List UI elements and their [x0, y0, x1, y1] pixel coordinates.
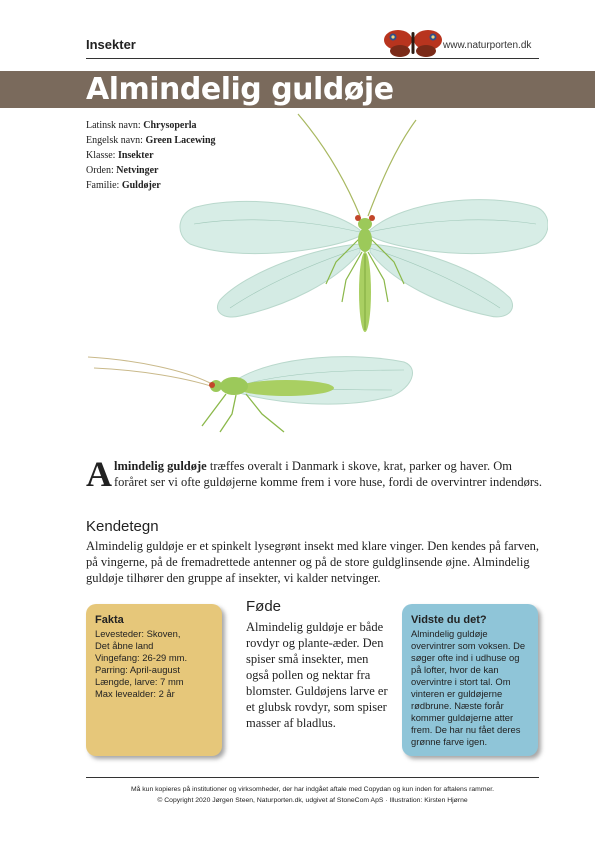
- fakta-heading: Fakta: [95, 614, 124, 626]
- vidste-du-det-box: [402, 604, 538, 756]
- fode-heading: Føde: [246, 598, 282, 615]
- intro-paragraph: [86, 454, 542, 494]
- fakta-line: Længde, larve: 7 mm: [95, 676, 184, 687]
- kendetegn-text: Almindelig guldøje er et spinkelt lysegrønt insekt med klare vinger. Den kendes på farven, på vingerne, på de fremadrettede antenner og på de store guldglinsende øjne. Almindelig guldøje tilhører den gruppe af insekter, vi kalder netvinger.: [86, 539, 540, 585]
- footer: [86, 784, 539, 806]
- brand-logo[interactable]: [383, 26, 543, 58]
- fode-text: Almindelig guldøje er både rovdyr og plante-æder. Den spiser små insekter, men også pollen og nektar fra blomster. Guldøjens larve er et glubsk rovdyr, som spiser masser af bladlus.: [246, 620, 388, 730]
- lacewing-side-illustration: [86, 340, 416, 440]
- website-link[interactable]: www.naturporten.dk: [443, 40, 532, 51]
- order-label: Orden:: [86, 165, 114, 176]
- fakta-line: Max levealder: 2 år: [95, 688, 175, 699]
- footer-copyright: © Copyright 2020 Jørgen Steen, Naturporten.dk, udgivet af StoneCom ApS · Illustration: Kirsten Hjørne: [157, 797, 468, 804]
- class-value: Insekter: [117, 150, 154, 161]
- fakta-box: [86, 604, 222, 756]
- page-title: Almindelig guldøje: [86, 72, 394, 107]
- english-name-value: Green Lacewing: [145, 135, 216, 146]
- fakta-line: Det åbne land: [95, 640, 154, 651]
- family-label: Familie:: [86, 180, 120, 191]
- butterfly-logo-icon: [383, 26, 443, 58]
- latin-name-value: Chrysoperla: [143, 120, 197, 131]
- lacewing-top-illustration: [176, 112, 548, 342]
- vidste-heading: Vidste du det?: [411, 614, 487, 626]
- fakta-line: Parring: April-august: [95, 664, 180, 675]
- class-label: Klasse:: [86, 150, 116, 161]
- header-divider: [86, 58, 539, 59]
- footer-divider: [86, 777, 539, 778]
- latin-name-label: Latinsk navn:: [86, 120, 141, 131]
- intro-lead: lmindelig guldøje: [114, 459, 207, 473]
- intro-text: træffes overalt i Danmark i skove, krat, parker og haver. Om foråret ser vi ofte guldøjerne komme frem i vore huse, fordi de overvintrer indendørs.: [114, 459, 542, 489]
- family-value: Guldøjer: [121, 180, 161, 191]
- vidste-text: Almindelig guldøje overvintrer som voksen. De søger ofte ind i udhuse og på lofter, hvor de kan overvintre i stort tal. Om vinteren er guldøjerne rødbrune. Næste forår kommer guldøjerne atter frem. De har nu fået deres grønne farve igen.: [411, 628, 526, 747]
- fakta-line: Levesteder: Skoven,: [95, 628, 181, 639]
- order-value: Netvinger: [116, 165, 159, 176]
- category-label: Insekter: [86, 37, 136, 52]
- english-name-label: Engelsk navn:: [86, 135, 143, 146]
- footer-license: Må kun kopieres på institutioner og virksomheder, der har indgået aftale med Copydan og kun inden for aftalens rammer.: [130, 786, 495, 793]
- fakta-line: Vingefang: 26-29 mm.: [95, 652, 188, 663]
- drop-cap: A: [86, 454, 112, 494]
- fakta-body: [95, 628, 213, 700]
- kendetegn-heading: Kendetegn: [86, 518, 159, 535]
